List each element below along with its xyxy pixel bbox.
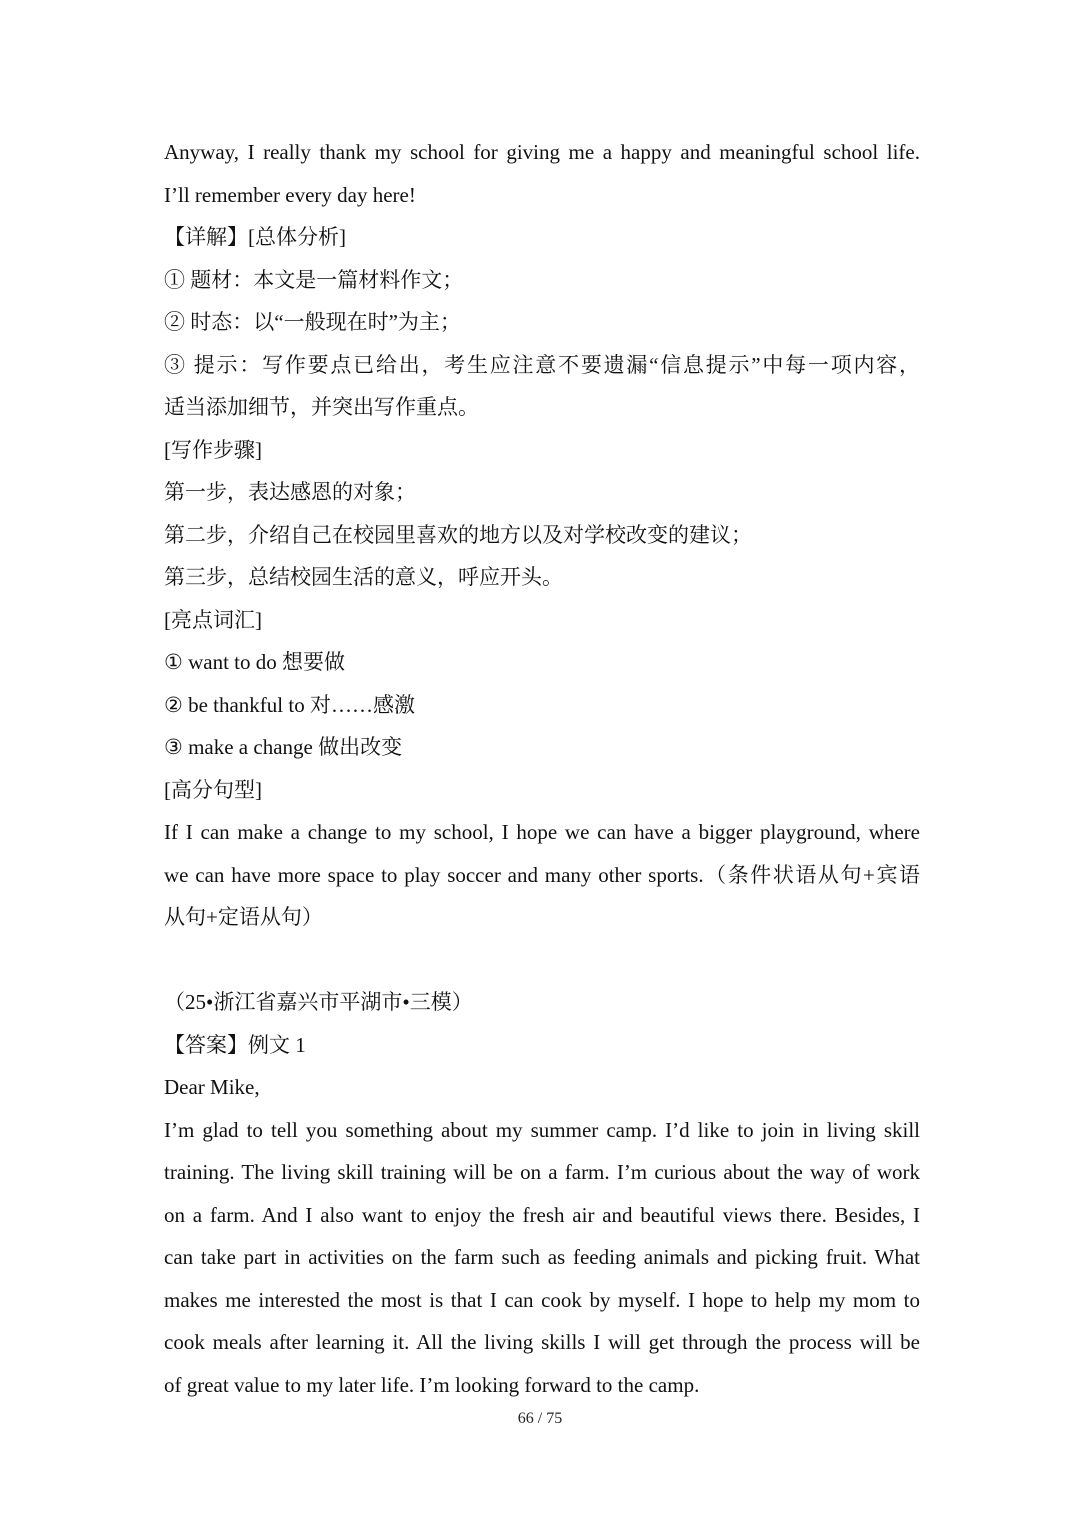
subsection-heading: [写作步骤] <box>164 437 262 462</box>
vocab-item: ② be thankful to 对……感激 <box>164 692 415 717</box>
answer-heading: 【答案】例文 1 <box>164 1032 306 1057</box>
text-line: we can have more space to play soccer and many other sports.（条件状语从句+宾语 <box>164 862 920 887</box>
subsection-heading: [高分句型] <box>164 777 262 802</box>
text-line: ② 时态：以“一般现在时”为主； <box>164 310 461 334</box>
text-line: 第三步，总结校园生活的意义，呼应开头。 <box>164 565 563 589</box>
text-line: of great value to my later life. I’m looking forward to the camp. <box>164 1372 700 1397</box>
text-line: can take part in activities on the farm such as feeding animals and picking fruit. What <box>164 1245 920 1269</box>
document-body <box>164 131 920 1406</box>
letter-salutation: Dear Mike, <box>164 1075 260 1099</box>
text-line: If I can make a change to my school, I hope we can have a bigger playground, where <box>164 820 920 844</box>
text-line: ① 题材：本文是一篇材料作文； <box>164 267 464 292</box>
text-line: makes me interested the most is that I can cook by myself. I hope to help my mom to <box>164 1287 920 1312</box>
vocab-item: ① want to do 想要做 <box>164 650 345 674</box>
blank-line <box>164 939 920 982</box>
text-line: 适当添加细节，并突出写作重点。 <box>164 395 479 419</box>
text-line: 从句+定语从句） <box>164 905 323 929</box>
text-line: 第一步，表达感恩的对象； <box>164 480 416 504</box>
vocab-item: ③ make a change 做出改变 <box>164 735 403 759</box>
text-line: cook meals after learning it. All the living skills I will get through the process will be <box>164 1330 920 1354</box>
text-line: on a farm. And I also want to enjoy the fresh air and beautiful views there. Besides, I <box>164 1202 920 1227</box>
text-line: Anyway, I really thank my school for giving me a happy and meaningful school life. <box>164 140 920 164</box>
text-line: ③ 提示：写作要点已给出，考生应注意不要遗漏“信息提示”中每一项内容， <box>164 352 920 377</box>
subsection-heading: [亮点词汇] <box>164 607 262 632</box>
section-heading: 【详解】[总体分析] <box>164 225 346 249</box>
text-line: training. The living skill training will be on a farm. I’m curious about the way of work <box>164 1160 920 1184</box>
text-line: I’m glad to tell you something about my summer camp. I’d like to join in living skill <box>164 1117 920 1142</box>
question-source: （25•浙江省嘉兴市平湖市•三模） <box>164 990 473 1014</box>
page-number: 66 / 75 <box>517 1410 563 1427</box>
text-line: 第二步，介绍自己在校园里喜欢的地方以及对学校改变的建议； <box>164 522 752 547</box>
text-line: I’ll remember every day here! <box>164 182 416 207</box>
